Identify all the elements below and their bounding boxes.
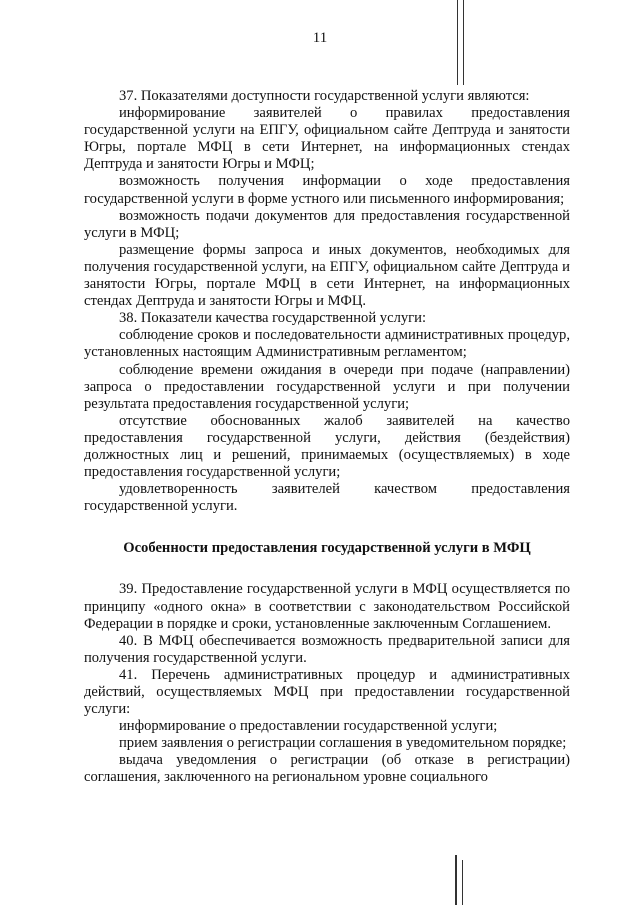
paragraph: 38. Показатели качества государственной услуги: xyxy=(119,310,427,327)
paragraph: прием заявления о регистрации соглашения в уведомительном порядке; xyxy=(119,735,567,752)
paragraph: 37. Показателями доступности государственной услуги являются: xyxy=(119,88,530,104)
scan-line xyxy=(462,860,463,905)
document-body xyxy=(84,88,570,787)
paragraph: соблюдение времени ожидания в очереди при подаче (направлении) запроса о предоставлении государственной услуги и при получении результата предоставления государственной услуги; xyxy=(84,361,570,412)
paragraph: размещение формы запроса и иных документов, необходимых для получения государственной услуги, на ЕПГУ, официальном сайте Дептруда и занятости Югры, портале МФЦ в сети Интернет, на информационных стендах Дептруда и занятости Югры и МФЦ. xyxy=(84,241,570,310)
scan-line xyxy=(463,0,464,85)
paragraph: соблюдение сроков и последовательности административных процедур, установленных настоящим Административным регламентом; xyxy=(84,327,570,361)
section-heading: Особенности предоставления государственной услуги в МФЦ xyxy=(123,540,531,557)
paragraph: 40. В МФЦ обеспечивается возможность предварительной записи для получения государственной услуги. xyxy=(84,632,570,666)
scan-line xyxy=(455,855,457,905)
paragraph: возможность подачи документов для предоставления государственной услуги в МФЦ; xyxy=(84,207,570,241)
page-number: 11 xyxy=(312,30,328,46)
paragraph: информирование заявителей о правилах предоставления государственной услуги на ЕПГУ, официальном сайте Дептруда и занятости Югры, портале МФЦ в сети Интернет, на информационных стендах Дептруда и занятости Югры и МФЦ; xyxy=(84,105,570,173)
scan-line xyxy=(457,0,458,85)
paragraph: выдача уведомления о регистрации (об отказе в регистрации) соглашения, заключенного на региональном уровне социального xyxy=(84,752,570,786)
paragraph: отсутствие обоснованных жалоб заявителей на качество предоставления государственной услуги, действия (бездействия) должностных лиц и решений, принимаемых (осуществляемых) в ходе предоставления государственной услуги; xyxy=(84,412,570,481)
paragraph: информирование о предоставлении государственной услуги; xyxy=(119,718,498,735)
paragraph: 41. Перечень административных процедур и административных действий, осуществляемых МФЦ при предоставлении государственной услуги: xyxy=(84,666,570,718)
paragraph: возможность получения информации о ходе предоставления государственной услуги в форме устного или письменного информирования; xyxy=(84,173,570,207)
paragraph: 39. Предоставление государственной услуги в МФЦ осуществляется по принципу «одного окна» в соответствии с законодательством Российской Федерации в порядке и сроки, установленные заключенным Соглашением. xyxy=(84,581,570,632)
paragraph: удовлетворенность заявителей качеством предоставления государственной услуги. xyxy=(84,481,570,515)
